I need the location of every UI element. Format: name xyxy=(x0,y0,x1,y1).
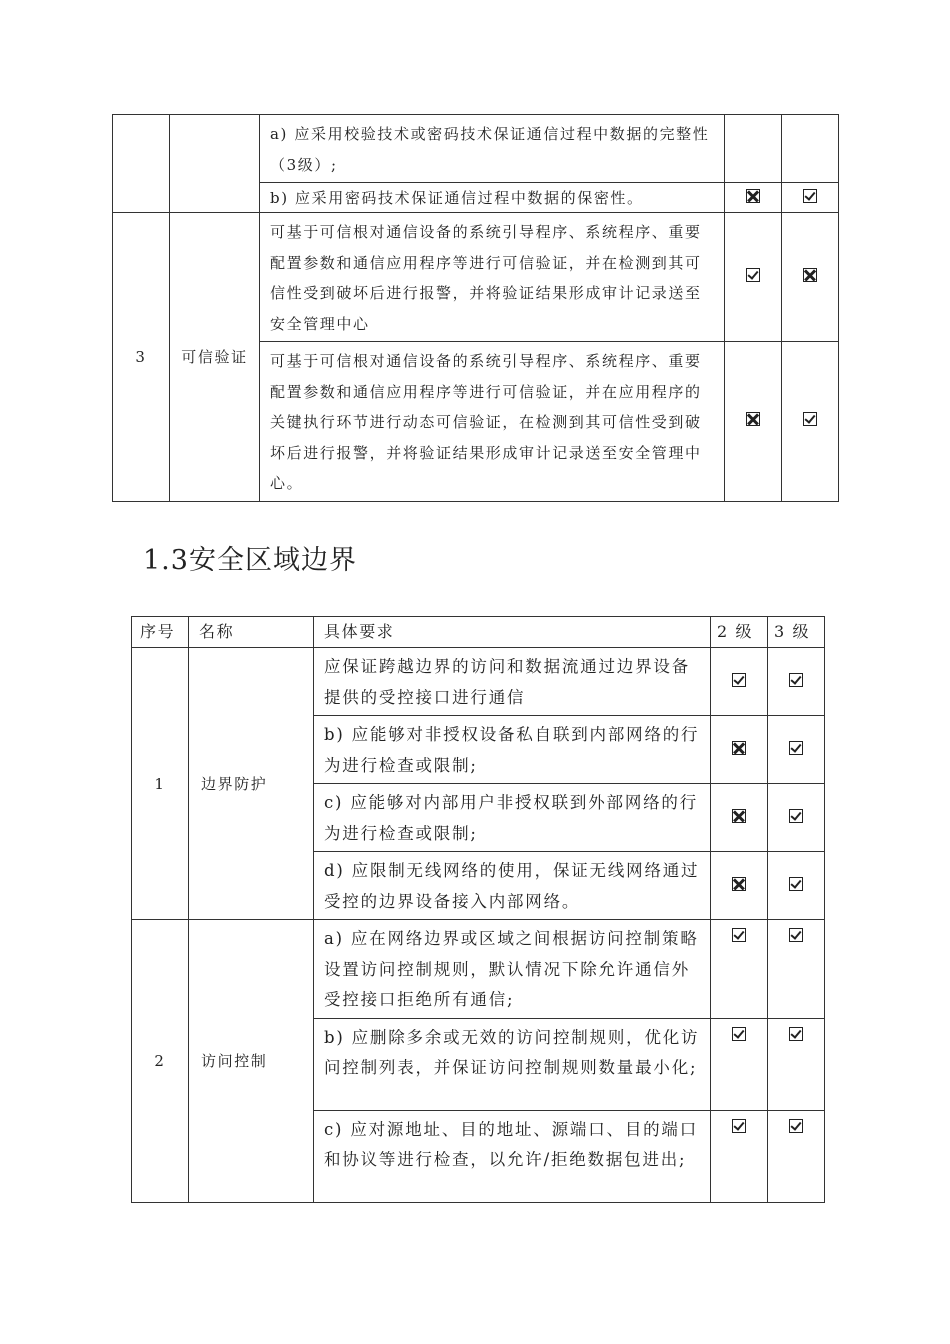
level2-cell xyxy=(711,1018,768,1110)
requirement-text: d) 应限制无线网络的使用，保证无线网络通过受控的边界设备接入内部网络。 xyxy=(314,852,711,920)
requirement-text: c) 应对源地址、目的地址、源端口、目的端口和协议等进行检查，以允许/拒绝数据包进出; xyxy=(314,1110,711,1202)
requirement-text: b) 应删除多余或无效的访问控制规则，优化访问控制列表，并保证访问控制规则数量最小化; xyxy=(314,1018,711,1110)
checked-box-icon xyxy=(789,673,803,687)
requirement-text: 可基于可信根对通信设备的系统引导程序、系统程序、重要配置参数和通信应用程序等进行可信验证，并在检测到其可信性受到破坏后进行报警，并将验证结果形成审计记录送至安全管理中心 xyxy=(260,213,725,342)
level2-cell xyxy=(711,784,768,852)
requirement-text: a) 应在网络边界或区域之间根据访问控制策略设置访问控制规则，默认情况下除允许通信外受控接口拒绝所有通信; xyxy=(314,920,711,1019)
level3-cell xyxy=(768,1110,825,1202)
level2-cell xyxy=(711,648,768,716)
checked-box-icon xyxy=(789,1027,803,1041)
crossed-box-icon xyxy=(732,877,746,891)
checked-box-icon xyxy=(789,877,803,891)
level2-cell xyxy=(725,183,782,213)
header-level3: 3 级 xyxy=(768,617,825,648)
checked-box-icon xyxy=(746,268,760,282)
level3-cell xyxy=(782,183,839,213)
checked-box-icon xyxy=(732,928,746,942)
requirements-table-continued xyxy=(112,114,839,502)
header-requirement: 具体要求 xyxy=(314,617,711,648)
level2-cell xyxy=(711,852,768,920)
checked-box-icon xyxy=(789,1119,803,1133)
level2-cell xyxy=(711,920,768,1019)
level2-cell xyxy=(725,115,782,183)
level3-cell xyxy=(782,342,839,502)
checked-box-icon xyxy=(789,741,803,755)
level2-cell xyxy=(711,716,768,784)
crossed-box-icon xyxy=(732,741,746,755)
level3-cell xyxy=(768,1018,825,1110)
level3-cell xyxy=(768,920,825,1019)
checked-box-icon xyxy=(732,1027,746,1041)
table-header-row xyxy=(132,617,825,648)
requirement-text: a) 应采用校验技术或密码技术保证通信过程中数据的完整性（3级）; xyxy=(260,115,725,183)
level2-cell xyxy=(711,1110,768,1202)
header-name: 名称 xyxy=(189,617,314,648)
level3-cell xyxy=(768,852,825,920)
boundary-requirements-table xyxy=(131,616,825,1203)
level3-cell xyxy=(768,716,825,784)
checked-box-icon xyxy=(803,412,817,426)
crossed-box-icon xyxy=(803,268,817,282)
requirement-text: c) 应能够对内部用户非授权联到外部网络的行为进行检查或限制; xyxy=(314,784,711,852)
checked-box-icon xyxy=(732,673,746,687)
crossed-box-icon xyxy=(746,189,760,203)
header-level2: 2 级 xyxy=(711,617,768,648)
header-no: 序号 xyxy=(132,617,189,648)
requirement-text: b) 应能够对非授权设备私自联到内部网络的行为进行检查或限制; xyxy=(314,716,711,784)
item-number: 1 xyxy=(132,648,189,920)
no-cell-empty xyxy=(113,115,170,213)
section-heading: 1.3安全区域边界 xyxy=(143,545,357,576)
level3-cell xyxy=(768,648,825,716)
checked-box-icon xyxy=(789,928,803,942)
requirement-text: 可基于可信根对通信设备的系统引导程序、系统程序、重要配置参数和通信应用程序等进行可信验证，并在应用程序的关键执行环节进行动态可信验证，在检测到其可信性受到破坏后进行报警，并将验证结果形成审计记录送至安全管理中心。 xyxy=(260,342,725,502)
item-name: 边界防护 xyxy=(189,648,314,920)
checked-box-icon xyxy=(789,809,803,823)
crossed-box-icon xyxy=(746,412,760,426)
item-number: 2 xyxy=(132,920,189,1203)
level2-cell xyxy=(725,342,782,502)
checked-box-icon xyxy=(732,1119,746,1133)
item-name: 访问控制 xyxy=(189,920,314,1203)
level3-cell xyxy=(782,115,839,183)
level3-cell xyxy=(782,213,839,342)
checked-box-icon xyxy=(803,189,817,203)
item-number: 3 xyxy=(113,213,170,502)
requirement-text: 应保证跨越边界的访问和数据流通过边界设备提供的受控接口进行通信 xyxy=(314,648,711,716)
level2-cell xyxy=(725,213,782,342)
crossed-box-icon xyxy=(732,809,746,823)
requirement-text: b) 应采用密码技术保证通信过程中数据的保密性。 xyxy=(260,183,725,213)
name-cell-empty xyxy=(170,115,260,213)
item-name: 可信验证 xyxy=(170,213,260,502)
level3-cell xyxy=(768,784,825,852)
